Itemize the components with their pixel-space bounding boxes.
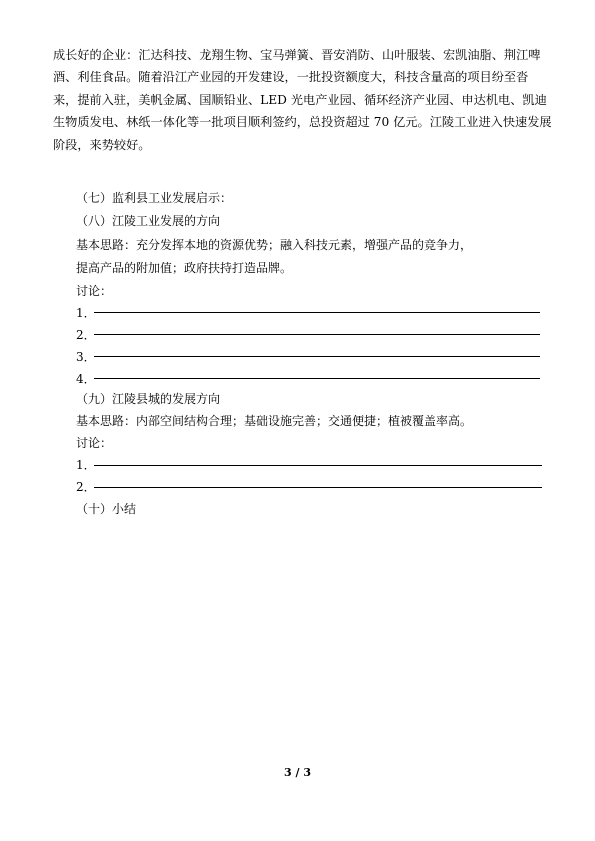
- section-8-idea-line-2: 提高产品的附加值；政府扶持打造品牌。: [76, 261, 293, 275]
- paragraph-line: 酒、利佳食品。随着沿江产业园的开发建设，一批投资额度大，科技含量高的项目纷至沓: [53, 70, 529, 85]
- answer-blank-line[interactable]: [94, 487, 542, 488]
- section-8-item-number: 4．: [76, 372, 96, 386]
- section-8-item-number: 2．: [76, 328, 96, 342]
- intro-paragraph: [53, 44, 552, 156]
- section-9-item-number: 2．: [76, 480, 96, 494]
- paragraph-line: 生物质发电、林纸一体化等一批项目顺利签约，总投资超过 70 亿元。江陵工业进入快速发展: [53, 115, 552, 130]
- answer-blank-line[interactable]: [94, 378, 540, 379]
- answer-blank-line[interactable]: [94, 465, 542, 466]
- paragraph-line: 成长好的企业：汇达科技、龙翔生物、宝马弹簧、晋安消防、山叶服装、宏凯油脂、荆江啤: [53, 48, 541, 62]
- section-9-item-number: 1．: [76, 458, 96, 472]
- answer-blank-line[interactable]: [94, 356, 540, 357]
- section-9-heading: （九）江陵县城的发展方向: [76, 392, 221, 406]
- answer-blank-line[interactable]: [94, 312, 540, 313]
- section-10-heading: （十）小结: [76, 502, 137, 516]
- section-8-item-number: 3．: [76, 350, 96, 364]
- section-8-item-number: 1．: [76, 306, 96, 320]
- section-7-heading: （七）监利县工业发展启示：: [76, 191, 233, 205]
- section-8-discussion-label: 讨论：: [76, 284, 113, 298]
- page-number: 3 / 3: [284, 766, 311, 779]
- section-8-heading: （八）江陵工业发展的方向: [76, 214, 221, 228]
- answer-blank-line[interactable]: [94, 334, 540, 335]
- section-8-idea-line-1: 基本思路：充分发挥本地的资源优势；融入科技元素，增强产品的竞争力，: [76, 238, 473, 252]
- paragraph-line: 阶段，来势较好。: [53, 137, 151, 152]
- section-9-idea-line-1: 基本思路：内部空间结构合理；基础设施完善；交通便捷；植被覆盖率高。: [76, 414, 473, 428]
- paragraph-line: 来，提前入驻，美帆金属、国顺铅业、LED 光电产业园、循环经济产业园、申达机电、凯迪: [53, 92, 547, 107]
- section-9-discussion-label: 讨论：: [76, 436, 113, 450]
